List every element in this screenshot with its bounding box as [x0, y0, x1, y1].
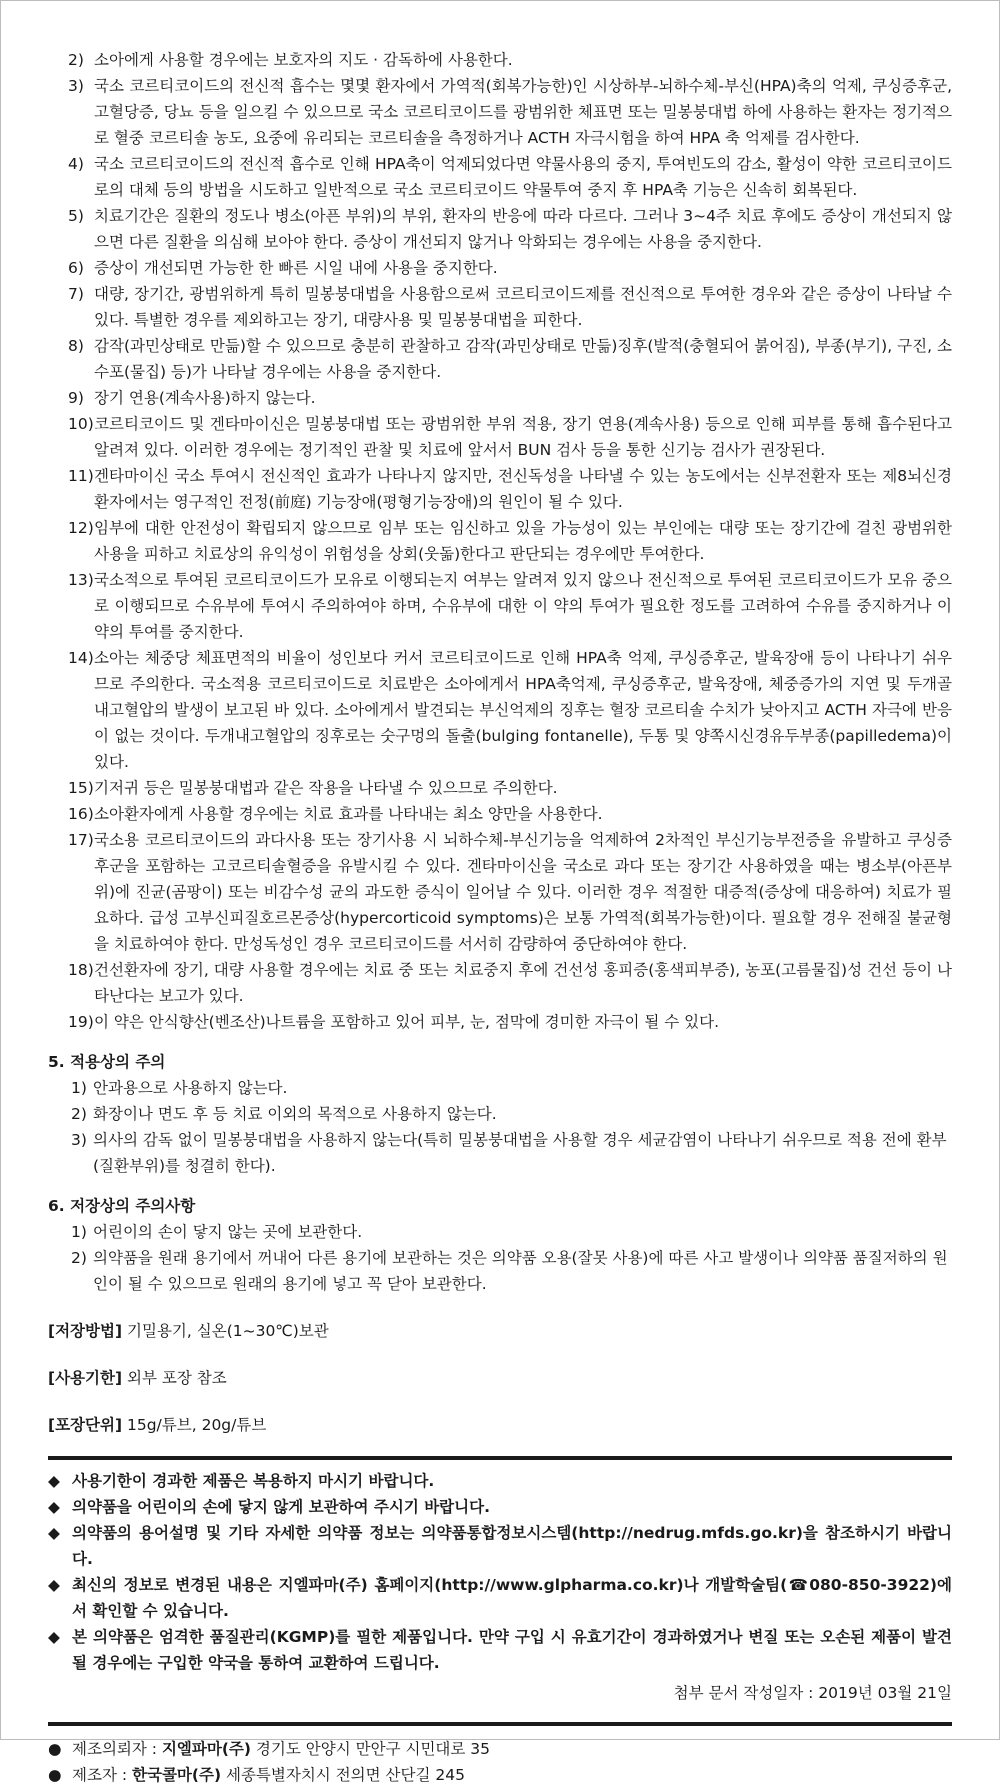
item-number: 4) — [68, 155, 84, 173]
item-number: 13) — [68, 571, 94, 589]
document-body — [48, 47, 952, 1788]
section-6-list — [48, 1219, 952, 1297]
notice-text: 의약품의 용어설명 및 기타 자세한 의약품 정보는 의약품통합정보시스템(http://nedrug.mfds.go.kr)을 참조하시기 바랍니다. — [72, 1524, 952, 1568]
item-number: 1) — [71, 1223, 87, 1241]
notice-item — [48, 1494, 952, 1520]
item-text: 어린이의 손이 닿지 않는 곳에 보관한다. — [93, 1223, 363, 1241]
expiry-label: [사용기한] — [48, 1369, 123, 1387]
item-text: 이 약은 안식향산(벤조산)나트륨을 포함하고 있어 피부, 눈, 점막에 경미한 자극이 될 수 있다. — [94, 1013, 720, 1031]
list-item — [48, 463, 952, 515]
list-item — [48, 385, 952, 411]
item-number: 10) — [68, 415, 94, 433]
list-item — [48, 203, 952, 255]
maker-company: 한국콜마(주) — [132, 1766, 222, 1784]
divider — [48, 1722, 952, 1726]
item-text: 국소 코르티코이드의 전신적 흡수로 인해 HPA축이 억제되었다면 약물사용의 중지, 투여빈도의 감소, 활성이 약한 코르티코이드로의 대체 등의 방법을 시도하고 일반적으로 국소 코르티코이드 약물투여 중지 후 HPA축 기능은 신속히 회복된다. — [94, 155, 952, 199]
item-number: 12) — [68, 519, 94, 537]
diamond-icon: ◆ — [48, 1524, 60, 1542]
storage-label: [저장방법] — [48, 1322, 123, 1340]
notice-item — [48, 1572, 952, 1624]
section-6-title: 6. 저장상의 주의사항 — [48, 1197, 196, 1215]
item-number: 6) — [68, 259, 84, 277]
item-number: 16) — [68, 805, 94, 823]
list-item — [48, 775, 952, 801]
item-number: 8) — [68, 337, 84, 355]
bullet-icon: ● — [48, 1740, 62, 1758]
item-text: 기저귀 등은 밀봉붕대법과 같은 작용을 나타낼 수 있으므로 주의한다. — [94, 779, 558, 797]
maker-list — [48, 1736, 952, 1788]
notice-item — [48, 1468, 952, 1494]
notice-item — [48, 1624, 952, 1676]
notice-text: 본 의약품은 엄격한 품질관리(KGMP)를 필한 제품입니다. 만약 구입 시 유효기간이 경과하였거나 변질 또는 오손된 제품이 발견될 경우에는 구입한 약국을 통하여 교환하여 드립니다. — [72, 1628, 952, 1672]
list-item — [48, 827, 952, 957]
maker-label: 제조의뢰자 : — [72, 1740, 162, 1758]
storage-value: 기밀용기, 실온(1~30℃)보관 — [127, 1322, 329, 1340]
list-item — [48, 333, 952, 385]
item-number: 11) — [68, 467, 94, 485]
list-item — [48, 1219, 952, 1245]
item-number: 3) — [71, 1131, 87, 1149]
bullet-icon: ● — [48, 1766, 62, 1784]
item-text: 소아환자에게 사용할 경우에는 치료 효과를 나타내는 최소 양만을 사용한다. — [94, 805, 603, 823]
item-text: 소아는 체중당 체표면적의 비율이 성인보다 커서 코르티코이드로 인해 HPA축 억제, 쿠싱증후군, 발육장애 등이 나타나기 쉬우므로 주의한다. 국소적용 코르티코이드로 치료받은 소아에게서 HPA축억제, 쿠싱증후군, 발육장애, 체중증가의 지연 및 두개골내고혈압의 발생이 보고된 바 있다. 소아에게서 발견되는 부신억제의 징후는 혈장 코르티솔 수치가 낮아지고 ACTH 자극에 반응이 없는 것이다. 두개내고혈압의 징후로는 숫구멍의 돌출(bulging fontanelle), 두통 및 양쪽시신경유두부종(papilledema)이 있다. — [94, 649, 952, 771]
item-text: 의약품을 원래 용기에서 꺼내어 다른 용기에 보관하는 것은 의약품 오용(잘못 사용)에 따른 사고 발생이나 의약품 품질저하의 원인이 될 수 있으므로 원래의 용기에 넣고 꼭 닫아 보관한다. — [93, 1249, 948, 1293]
item-text: 겐타마이신 국소 투여시 전신적인 효과가 나타나지 않지만, 전신독성을 나타낼 수 있는 농도에서는 신부전환자 또는 제8뇌신경환자에서는 영구적인 전정(前庭) 기능장애(평형기능장애)의 원인이 될 수 있다. — [94, 467, 952, 511]
list-item — [48, 515, 952, 567]
list-item — [48, 801, 952, 827]
list-item — [48, 255, 952, 281]
diamond-icon: ◆ — [48, 1576, 60, 1594]
notice-list — [48, 1468, 952, 1676]
item-number: 2) — [71, 1249, 87, 1267]
item-number: 15) — [68, 779, 94, 797]
item-text: 장기 연용(계속사용)하지 않는다. — [94, 389, 316, 407]
list-item — [48, 957, 952, 1009]
item-number: 1) — [71, 1079, 87, 1097]
item-number: 18) — [68, 961, 94, 979]
item-text: 건선환자에 장기, 대량 사용할 경우에는 치료 중 또는 치료중지 후에 건선성 홍피증(홍색피부증), 농포(고름물집)성 건선 등이 나타난다는 보고가 있다. — [94, 961, 952, 1005]
maker-address: 경기도 안양시 만안구 시민대로 35 — [251, 1740, 491, 1758]
list-item — [48, 411, 952, 463]
expiry-value: 외부 포장 참조 — [127, 1369, 227, 1387]
item-text: 화장이나 면도 후 등 치료 이외의 목적으로 사용하지 않는다. — [93, 1105, 497, 1123]
item-number: 19) — [68, 1013, 94, 1031]
maker-address: 세종특별자치시 전의면 산단길 245 — [221, 1766, 465, 1784]
diamond-icon: ◆ — [48, 1628, 60, 1646]
list-item — [48, 47, 952, 73]
item-number: 2) — [68, 51, 84, 69]
list-item — [48, 567, 952, 645]
list-item — [48, 151, 952, 203]
item-text: 감작(과민상태로 만듦)할 수 있으므로 충분히 관찰하고 감작(과민상태로 만듦)징후(발적(충혈되어 붉어짐), 부종(부기), 구진, 소수포(물집) 등)가 나타날 경우에는 사용을 중지한다. — [94, 337, 952, 381]
item-text: 안과용으로 사용하지 않는다. — [93, 1079, 288, 1097]
diamond-icon: ◆ — [48, 1498, 60, 1516]
item-number: 3) — [68, 77, 84, 95]
item-number: 5) — [68, 207, 84, 225]
item-number: 9) — [68, 389, 84, 407]
item-number: 14) — [68, 649, 94, 667]
packaging-label: [포장단위] — [48, 1416, 123, 1434]
item-text: 대량, 장기간, 광범위하게 특히 밀봉붕대법을 사용함으로써 코르티코이드제를 전신적으로 투여한 경우와 같은 증상이 나타날 수 있다. 특별한 경우를 제외하고는 장기, 대량사용 및 밀봉붕대법을 피한다. — [94, 285, 952, 329]
item-text: 의사의 감독 없이 밀봉붕대법을 사용하지 않는다(특히 밀봉붕대법을 사용할 경우 세균감염이 나타나기 쉬우므로 적용 전에 환부(질환부위)를 청결히 한다). — [93, 1131, 947, 1175]
precautions-list — [48, 47, 952, 1035]
notice-item — [48, 1520, 952, 1572]
item-text: 코르티코이드 및 겐타마이신은 밀봉붕대법 또는 광범위한 부위 적용, 장기 연용(계속사용) 등으로 인해 피부를 통해 흡수된다고 알려져 있다. 이러한 경우에는 정기적인 관찰 및 치료에 앞서서 BUN 검사 등을 통한 신기능 검사가 권장된다. — [94, 415, 952, 459]
item-text: 치료기간은 질환의 정도나 병소(아픈 부위)의 부위, 환자의 반응에 따라 다르다. 그러나 3~4주 치료 후에도 증상이 개선되지 않으면 다른 질환을 의심해 보아야 한다. 증상이 개선되지 않거나 악화되는 경우에는 사용을 중지한다. — [94, 207, 952, 251]
list-item — [48, 73, 952, 151]
maker-company: 지엘파마(주) — [161, 1740, 251, 1758]
maker-item — [48, 1762, 952, 1788]
diamond-icon: ◆ — [48, 1472, 60, 1490]
item-number: 17) — [68, 831, 94, 849]
notice-text: 최신의 정보로 변경된 내용은 지엘파마(주) 홈페이지(http://www.glpharma.co.kr)나 개발학술팀(☎080-850-3922)에서 확인할 수 있습니다. — [72, 1576, 952, 1620]
item-text: 국소용 코르티코이드의 과다사용 또는 장기사용 시 뇌하수체-부신기능을 억제하여 2차적인 부신기능부전증을 유발하고 쿠싱증후군을 포함하는 고코르티솔혈증을 유발시킬 수 있다. 겐타마이신을 국소로 과다 또는 장기간 사용하였을 때는 병소부(아픈부위)에 진균(곰팡이) 또는 비감수성 균의 과도한 증식이 일어날 수 있다. 이러한 경우 적절한 대증적(증상에 대응하여) 치료가 필요하다. 급성 고부신피질호르몬증상(hypercorticoid symptoms)은 보통 가역적(회복가능한)이다. 필요할 경우 전해질 불균형을 치료하여야 한다. 만성독성인 경우 코르티코이드를 서서히 감량하여 중단하여야 한다. — [94, 831, 952, 953]
list-item — [48, 645, 952, 775]
packaging-unit — [48, 1412, 952, 1438]
item-text: 증상이 개선되면 가능한 한 빠른 시일 내에 사용을 중지한다. — [94, 259, 498, 277]
item-text: 국소 코르티코이드의 전신적 흡수는 몇몇 환자에서 가역적(회복가능한)인 시상하부-뇌하수체-부신(HPA)축의 억제, 쿠싱증후군, 고혈당증, 당뇨 등을 일으킬 수 있으므로 국소 코르티코이드를 광범위한 체표면 또는 밀봉붕대법 하에 사용하는 환자는 정기적으로 혈중 코르티솔 농도, 요중에 유리되는 코르티솔을 측정하거나 ACTH 자극시험을 하여 HPA 축 억제를 검사한다. — [94, 77, 952, 147]
notice-text: 사용기한이 경과한 제품은 복용하지 마시기 바랍니다. — [72, 1472, 435, 1490]
list-item — [48, 1101, 952, 1127]
item-text: 임부에 대한 안전성이 확립되지 않으므로 임부 또는 임신하고 있을 가능성이 있는 부인에는 대량 또는 장기간에 걸친 광범위한 사용을 피하고 치료상의 유익성이 위험성을 상회(웃돎)한다고 판단되는 경우에만 투여한다. — [94, 519, 952, 563]
list-item — [48, 1009, 952, 1035]
maker-label: 제조자 : — [72, 1766, 132, 1784]
list-item — [48, 1245, 952, 1297]
list-item — [48, 1127, 952, 1179]
list-item — [48, 281, 952, 333]
item-number: 7) — [68, 285, 84, 303]
item-number: 2) — [71, 1105, 87, 1123]
notice-text: 의약품을 어린이의 손에 닿지 않게 보관하여 주시기 바랍니다. — [72, 1498, 490, 1516]
packaging-value: 15g/튜브, 20g/튜브 — [127, 1416, 267, 1434]
section-5-title: 5. 적용상의 주의 — [48, 1053, 166, 1071]
storage-method — [48, 1318, 952, 1344]
item-text: 소아에게 사용할 경우에는 보호자의 지도 · 감독하에 사용한다. — [94, 51, 513, 69]
list-item — [48, 1075, 952, 1101]
section-5-list — [48, 1075, 952, 1179]
document-date: 첨부 문서 작성일자 : 2019년 03월 21일 — [673, 1684, 952, 1702]
expiry — [48, 1365, 952, 1391]
item-text: 국소적으로 투여된 코르티코이드가 모유로 이행되는지 여부는 알려져 있지 않으나 전신적으로 투여된 코르티코이드가 모유 중으로 이행되므로 수유부에 투여시 주의하여야 하며, 수유부에 대한 이 약의 투여가 필요한 정도를 고려하여 수유를 중지하거나 이 약의 투여를 중지한다. — [94, 571, 952, 641]
divider — [48, 1456, 952, 1460]
